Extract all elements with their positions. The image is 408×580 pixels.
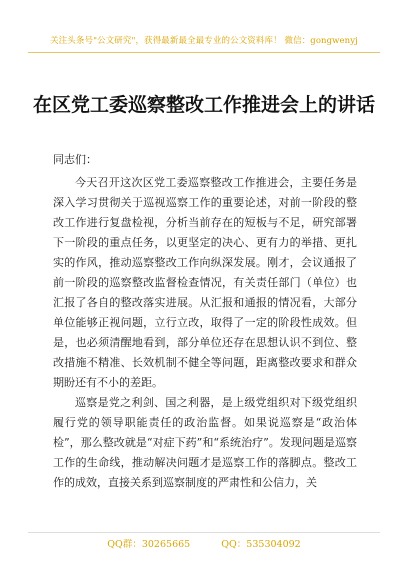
footer-divider bbox=[28, 532, 380, 533]
footer bbox=[0, 536, 408, 550]
paragraph: 今天召开这次区党工委巡察整改工作推进会，主要任务是深入学习贯彻关于巡视巡察工作的重要论述，对前一阶段的整改工作进行复盘检视，分析当前存在的短板与不足，研究部署下一阶段的重点任务，以更坚定的决心、更有力的举措、更扎实的作风，推动巡察整改工作向纵深发展。刚才，会议通报了前一阶段的巡察整改监督检查情况，有关责任部门（单位）也汇报了各自的整改落实进展。从汇报和通报的情况看，大部分单位能够正视问题，立行立改，取得了一定的阶段性成效。但是，也必须清醒地看到，部分单位还存在思想认识不到位、整改措施不精准、长效机制不健全等问题，距离整改要求和群众期盼还有不小的差距。 bbox=[53, 176, 357, 389]
document-title: 在区党工委巡察整改工作推进会上的讲话 bbox=[32, 93, 375, 116]
header-notice: 关注头条号"公文研究"，获得最新最全最专业的公文资料库！ 微信：gongwenyj bbox=[50, 36, 358, 46]
paragraph: 巡察是党之利剑、国之利器，是上级党组织对下级党组织履行党的领导职能责任的政治监督。如果说巡察是“政治体检”，那么整改就是“对症下药”和“系统治疗”。发现问题是巡察工作的生命线，推动解决问题才是巡察工作的落脚点。整改工作的成效，直接关系到巡察制度的严肃性和公信力，关 bbox=[53, 396, 357, 489]
header-divider bbox=[28, 52, 380, 53]
salutation: 同志们： bbox=[53, 153, 97, 166]
footer-qq: QQ：535304092 bbox=[221, 539, 301, 550]
footer-qq-group: QQ群：30265665 bbox=[107, 539, 191, 550]
body-text bbox=[53, 173, 357, 493]
